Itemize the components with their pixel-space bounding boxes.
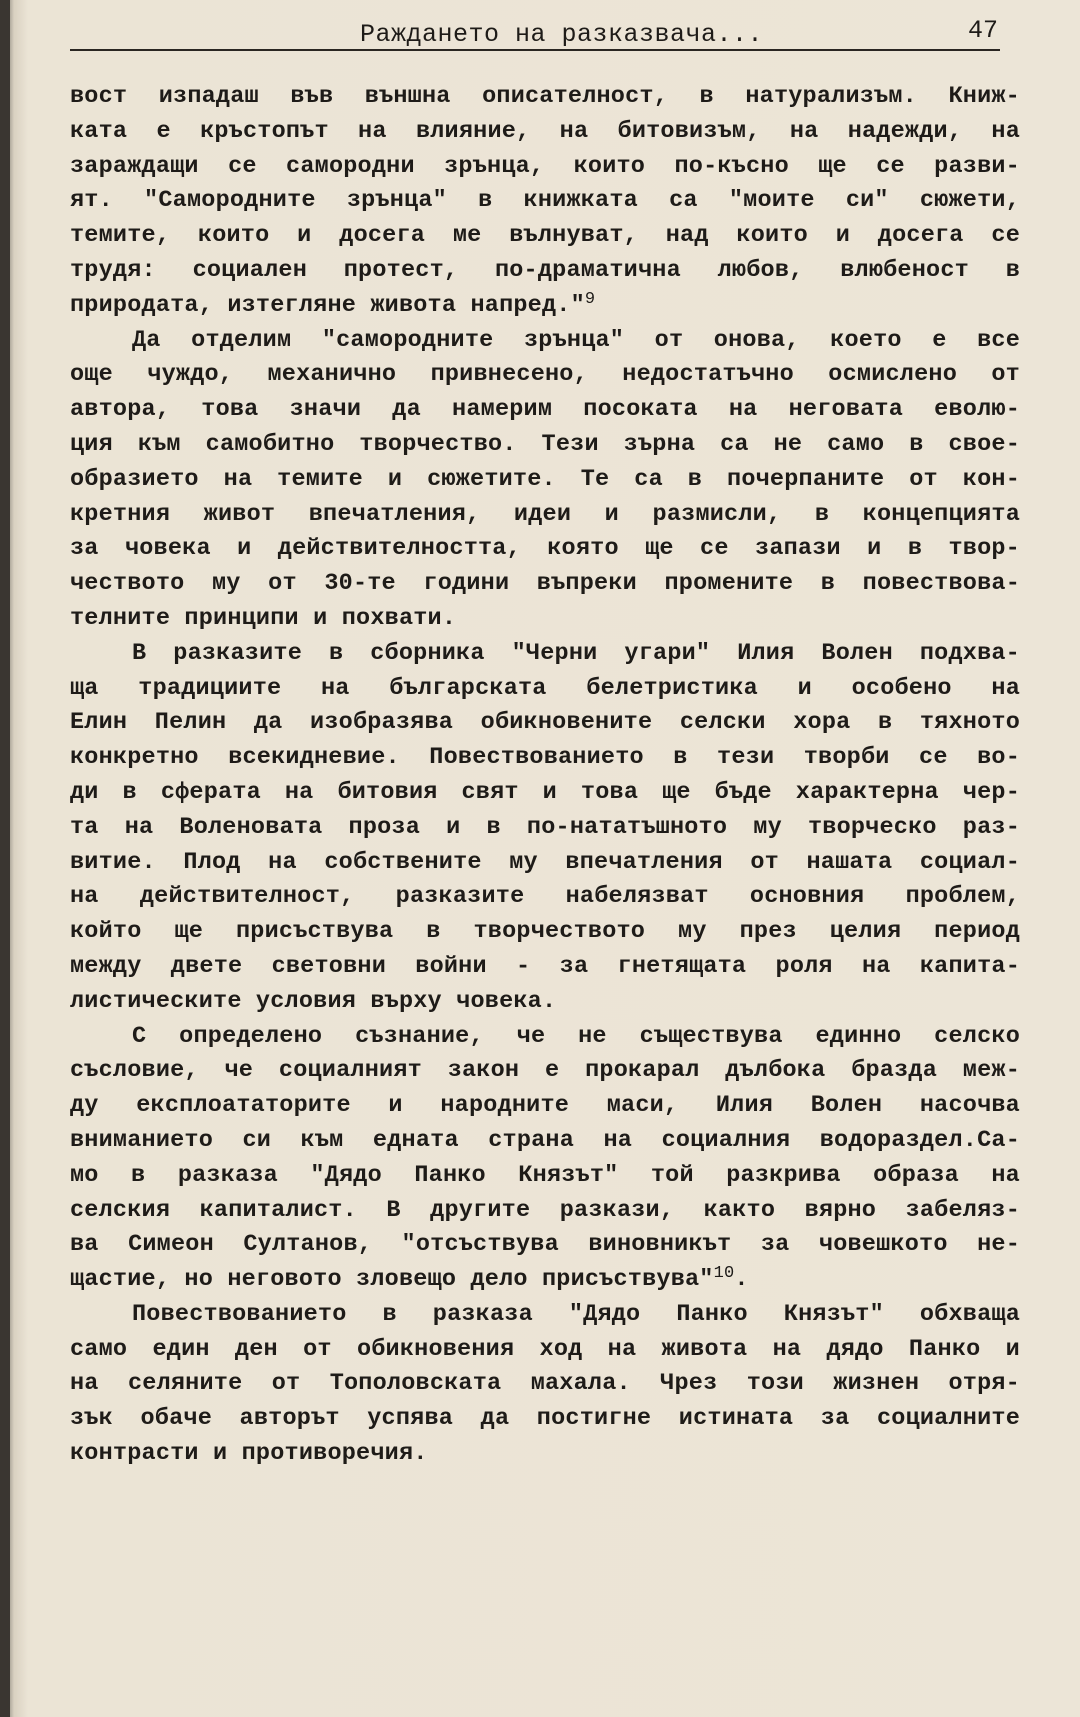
text-line: ду експлоататорите и народните маси, Илия Волен насочва — [70, 1092, 1020, 1120]
last-line-text: листическите условия върху човека. — [70, 987, 557, 1015]
text-line: образието на темите и сюжетите. Те са в почерпаните от кон- — [70, 465, 1020, 493]
text-line: та на Воленовата проза и в по-нататъшното му творческо раз- — [70, 813, 1020, 841]
text-line: ди в сферата на битовия свят и това ще бъде характерна чер- — [70, 778, 1020, 806]
text-line-last — [70, 289, 1020, 324]
footnote-marker: 9 — [584, 289, 596, 309]
text-line: витие. Плод на собствените му впечатления от нашата социал- — [70, 848, 1020, 876]
text-line: темите, които и досега ме вълнуват, над които и досега се — [70, 222, 1020, 250]
text-line: Елин Пелин да изобразява обикновените селски хора в тяхното — [70, 709, 1020, 737]
text-line: ят. "Самородните зрънца" в книжката са "моите си" сюжети, — [70, 187, 1020, 215]
text-line: В разказите в сборника "Черни угари" Илия Волен подхва- — [132, 639, 1020, 667]
text-line-last — [70, 1437, 1020, 1472]
text-line: вост изпадаш във външна описателност, в натурализъм. Книж- — [70, 83, 1020, 110]
running-head-title: Раждането на разказвача... — [360, 20, 764, 49]
text-line: Да отделим "самородните зрънца" от онова, което е все — [132, 326, 1020, 354]
trailing-punctuation: . — [734, 1266, 749, 1294]
text-line: на действителност, разказите набелязват основния проблем, — [70, 883, 1020, 911]
book-spine-shadow — [0, 0, 10, 1717]
text-line: на селяните от Тополовската махала. Чрез този жизнен отря- — [70, 1370, 1020, 1398]
text-line: вниманието си към едната страна на социалния водораздел.Са- — [70, 1126, 1020, 1154]
text-line: ща традициите на българската белетристика и особено на — [70, 674, 1020, 702]
text-line: само един ден от обикновения ход на живота на дядо Панко и — [70, 1335, 1020, 1363]
last-line-text: природата, изтегляне живота напред." — [70, 291, 585, 319]
text-line: зараждащи се самородни зрънца, които по-късно ще се разви- — [70, 152, 1020, 180]
paragraph — [70, 1020, 1020, 1298]
text-line: зък обаче авторът успява да постигне истината за социалните — [70, 1405, 1020, 1433]
paragraph — [70, 80, 1020, 324]
text-line-last — [70, 985, 1020, 1020]
page-number: 47 — [967, 16, 998, 45]
text-line: селския капиталист. В другите разкази, както вярно забеляз- — [70, 1196, 1020, 1224]
text-line-last — [70, 602, 1020, 637]
footnote-marker: 10 — [713, 1264, 735, 1284]
text-line: кретния живот впечатления, идеи и размисли, в концепцията — [70, 500, 1020, 528]
last-line-text: щастие, но неговото зловещо дело присъствува" — [70, 1266, 714, 1294]
text-line: трудя: социален протест, по-драматична любов, влюбеност в — [70, 256, 1020, 284]
header-rule — [70, 49, 1000, 51]
text-line: ва Симеон Султанов, "отсъствува виновникът за човешкото не- — [70, 1231, 1020, 1259]
text-line: Повествованието в разказа "Дядо Панко Князът" обхваща — [132, 1300, 1020, 1328]
text-line: съсловие, че социалният закон е прокарал дълбока бразда меж- — [70, 1057, 1020, 1085]
text-line: автора, това значи да намерим посоката на неговата еволю- — [70, 396, 1020, 424]
paragraph — [70, 637, 1020, 1020]
paragraph — [70, 1298, 1020, 1472]
text-line: мо в разказа "Дядо Панко Князът" той разкрива образа на — [70, 1161, 1020, 1189]
text-line: чеството му от 30-те години въпреки промените в повествова- — [70, 570, 1020, 598]
text-line: за човека и действителността, която ще се запази и в твор- — [70, 535, 1020, 563]
text-line: още чуждо, механично привнесено, недостатъчно осмислено от — [70, 361, 1020, 389]
text-line: който ще присъствува в творчеството му през целия период — [70, 918, 1020, 946]
text-line: конкретно всекидневие. Повествованието в тези творби се во- — [70, 744, 1020, 772]
text-line: ката е кръстопът на влияние, на битовизъм, на надежди, на — [70, 117, 1020, 145]
running-head — [70, 14, 1000, 48]
body-text — [70, 80, 1020, 1472]
paragraph — [70, 324, 1020, 637]
last-line-text: телните принципи и похвати. — [70, 604, 457, 632]
text-line: С определено съзнание, че не съществува единно селско — [132, 1022, 1020, 1050]
text-line: ция към самобитно творчество. Тези зърна са не само в свое- — [70, 430, 1020, 458]
text-line: между двете световни войни - за гнетящата роля на капита- — [70, 952, 1020, 980]
last-line-text: контрасти и противоречия. — [70, 1440, 428, 1468]
text-line-last — [70, 1263, 1020, 1298]
